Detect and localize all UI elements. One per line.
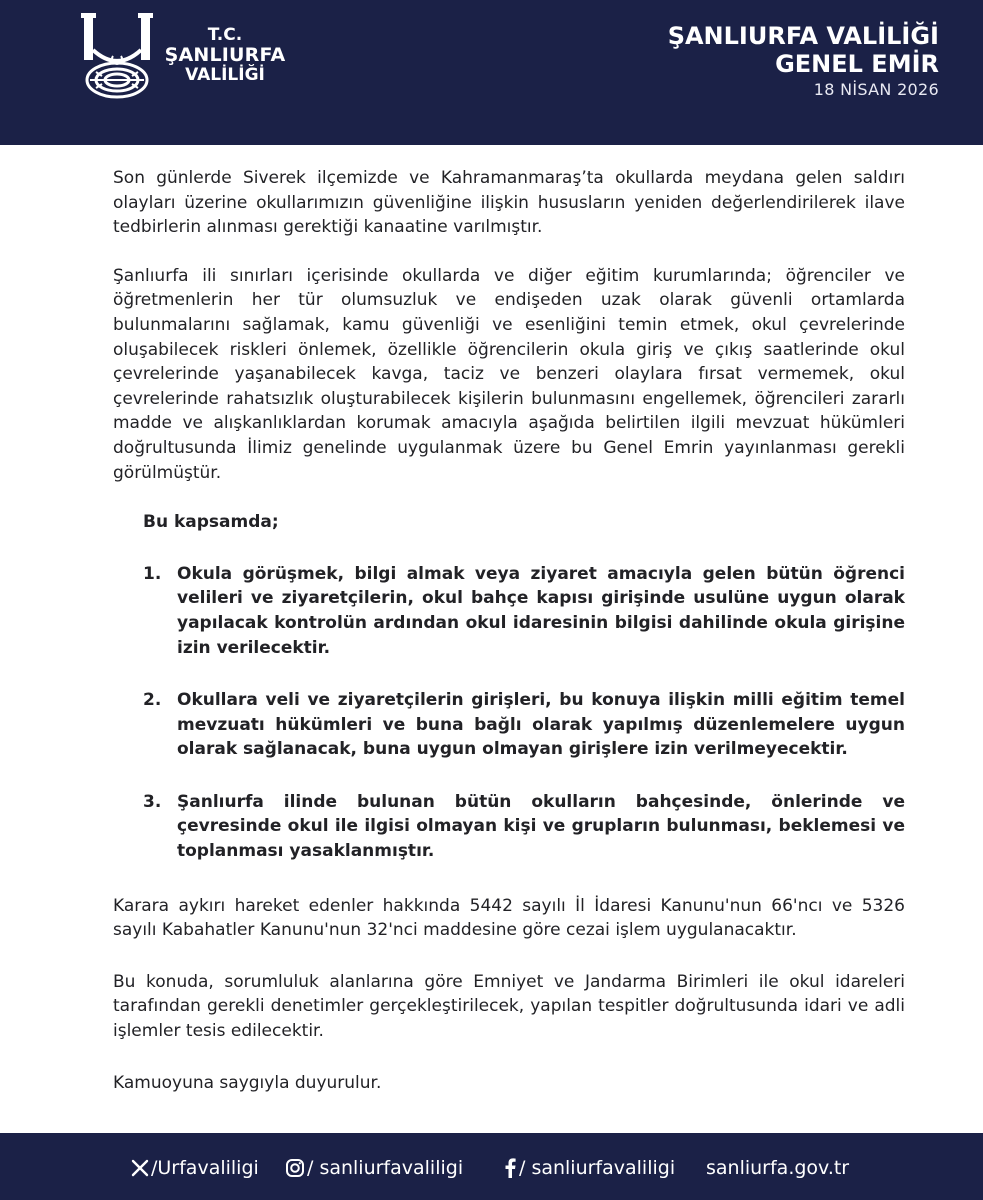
- logo-line-city: ŞANLIURFA: [164, 44, 286, 67]
- header-subtitle: GENEL EMİR: [775, 50, 939, 78]
- footer-x-account[interactable]: [131, 1157, 259, 1179]
- paragraph-purpose: Şanlıurfa ili sınırları içerisinde okullarda ve diğer eğitim kurumlarında; öğrenciler ve öğretmenlerin her tür olumsuzluk ve endişeden uzak olarak güvenli ortamlarda bulunmalarını sağlamak, kamu güvenliği ve esenliğini temin etmek, okul çevrelerinde oluşabilecek riskleri önlemek, özellikle öğrencilerin okula giriş ve çıkış saatlerinde okul çevrelerinde yaşanabilecek kavga, taciz ve benzeri olaylara fırsat vermemek, okul çevrelerinde rahatsızlık oluşturabilecek kişilerin bulunmasını engellemek, öğrencileri zararlı madde ve alışkanlıklardan korumak amacıyla aşağıda belirtilen ilgili mevzuat hükümleri doğrultusunda İlimiz genelinde uygulanmak üzere bu Genel Emrin yayınlanması gerekli görülmüştür.: [113, 265, 905, 483]
- paragraph-penalty: Karara aykırı hareket edenler hakkında 5442 sayılı İl İdaresi Kanunu'nun 66'ncı ve 5326 sayılı Kabahatler Kanunu'nun 32'nci maddesine göre cezai işlem uygulanacaktır.: [113, 895, 905, 941]
- list-item: [143, 688, 905, 762]
- measures-list: [143, 562, 905, 864]
- footer-bar: [0, 1133, 983, 1200]
- list-item-number: 2.: [143, 690, 162, 711]
- logo-text: [160, 26, 290, 85]
- footer-instagram-handle: / sanliurfavaliligi: [307, 1157, 464, 1179]
- logo-line-valiligi: VALİLİĞİ: [185, 65, 265, 86]
- x-logo-icon: [131, 1159, 149, 1177]
- list-item-number: 3.: [143, 791, 162, 812]
- header-banner: [0, 0, 983, 145]
- footer-instagram-account[interactable]: [285, 1157, 463, 1179]
- footer-x-handle: /Urfavaliligi: [151, 1157, 259, 1179]
- footer-website-link[interactable]: [706, 1157, 849, 1179]
- list-item-text: Okullara veli ve ziyaretçilerin girişleri, bu konuya ilişkin milli eğitim temel mevzuatı hükümleri ve buna bağlı olarak yapılmış düzenlemelere uygun olarak sağlanacak, buna uygun olmayan girişlere izin verilmeyecektir.: [177, 690, 905, 760]
- paragraph-closing: Kamuoyuna saygıyla duyurulur.: [113, 1072, 382, 1093]
- footer-website-text: sanliurfa.gov.tr: [706, 1157, 850, 1179]
- header-title: ŞANLIURFA VALİLİĞİ: [667, 22, 939, 50]
- list-item: [143, 790, 905, 864]
- paragraph-enforcement: Bu konuda, sorumluluk alanlarına göre Emniyet ve Jandarma Birimleri ile okul idareleri tarafından gerekli denetimler gerçekleştirilecek, yapılan tespitler doğrultusunda idari ve adli işlemler tesis edilecektir.: [113, 971, 905, 1042]
- footer-facebook-handle: / sanliurfavaliligi: [519, 1157, 676, 1179]
- paragraph-intro: Son günlerde Siverek ilçemizde ve Kahramanmaraş’ta okullarda meydana gelen saldırı olayları üzerine okullarımızın güvenliğine ilişkin hususların yeniden değerlendirilerek ilave tedbirlerin alınması gerektiği kanaatine varılmıştır.: [113, 168, 905, 238]
- governorship-logo: [78, 10, 288, 102]
- logo-line-tc: T.C.: [207, 25, 243, 45]
- footer-facebook-account[interactable]: [503, 1157, 675, 1179]
- document-body: [113, 166, 905, 1095]
- scope-heading: Bu kapsamda;: [143, 512, 279, 533]
- header-date: 18 NİSAN 2026: [813, 80, 939, 99]
- list-item-number: 1.: [143, 563, 162, 584]
- header-title-block: [668, 22, 939, 102]
- list-item-text: Şanlıurfa ilinde bulunan bütün okulların bahçesinde, önlerinde ve çevresinde okul ile ilgisi olmayan kişi ve grupların bulunması, beklemesi ve toplanması yasaklanmıştır.: [177, 791, 905, 862]
- facebook-icon: [503, 1158, 517, 1178]
- list-item: [143, 562, 905, 660]
- governorship-emblem-icon: [78, 10, 156, 102]
- instagram-icon: [285, 1158, 305, 1178]
- list-item-text: Okula görüşmek, bilgi almak veya ziyaret amacıyla gelen bütün öğrenci velileri ve ziyaretçilerin, okul bahçe kapısı girişinde usulüne uygun olarak yapılacak kontrolün ardından okul idaresinin bilgisi dahilinde okula girişine izin verilecektir.: [177, 563, 905, 658]
